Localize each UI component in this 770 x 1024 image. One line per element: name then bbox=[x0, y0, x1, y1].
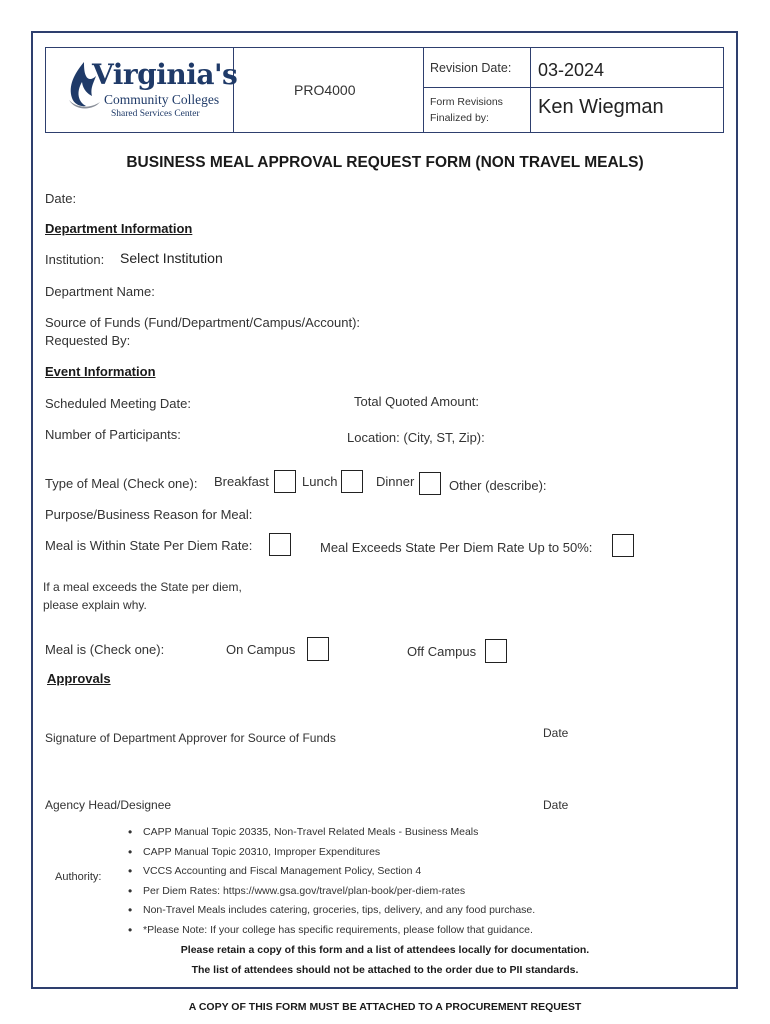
agency-head-label: Agency Head/Designee bbox=[45, 798, 172, 812]
within-per-diem-checkbox[interactable] bbox=[269, 533, 291, 556]
revision-date-value: 03-2024 bbox=[538, 60, 605, 80]
authority-item: • CAPP Manual Topic 20310, Improper Expenditures bbox=[128, 845, 535, 865]
authority-item: • VCCS Accounting and Fiscal Management Policy, Section 4 bbox=[128, 864, 535, 884]
exceeds-per-diem-label: Meal Exceeds State Per Diem Rate Up to 50%: bbox=[320, 540, 593, 555]
authority-item: • Non-Travel Meals includes catering, groceries, tips, delivery, and any food purchase. bbox=[128, 903, 535, 923]
finalized-by-label: Form Revisions bbox=[430, 96, 503, 108]
pii-note: The list of attendees should not be attached to the order due to PII standards. bbox=[191, 964, 579, 976]
purpose-label: Purpose/Business Reason for Meal: bbox=[45, 507, 253, 522]
exceed-explain-label-1: If a meal exceeds the State per diem, bbox=[43, 580, 242, 594]
dinner-label: Dinner bbox=[376, 474, 415, 489]
other-label: Other (describe): bbox=[449, 478, 547, 493]
authority-label: Authority: bbox=[55, 871, 102, 883]
within-per-diem-label: Meal is Within State Per Diem Rate: bbox=[45, 538, 253, 553]
meal-type-label: Type of Meal (Check one): bbox=[45, 476, 198, 491]
authority-item: • *Please Note: If your college has specific requirements, please follow that guidance. bbox=[128, 923, 535, 943]
dept-approver-signature-label: Signature of Department Approver for Source of Funds bbox=[45, 731, 336, 745]
agency-head-date-label: Date bbox=[543, 798, 569, 812]
meeting-date-label: Scheduled Meeting Date: bbox=[45, 396, 191, 411]
department-info-heading: Department Information bbox=[45, 221, 193, 236]
requested-by-label: Requested By: bbox=[45, 333, 131, 348]
authority-item: • CAPP Manual Topic 20335, Non-Travel Related Meals - Business Meals bbox=[128, 825, 535, 845]
approvals-heading: Approvals bbox=[47, 671, 111, 686]
institution-select[interactable]: Select Institution bbox=[120, 250, 223, 266]
finalized-by-label-2: Finalized by: bbox=[430, 112, 489, 124]
form-header bbox=[45, 47, 724, 133]
total-quoted-label: Total Quoted Amount: bbox=[354, 394, 480, 409]
dinner-checkbox[interactable] bbox=[419, 472, 441, 495]
institution-label: Institution: bbox=[45, 252, 105, 267]
lunch-label: Lunch bbox=[302, 474, 338, 489]
off-campus-label: Off Campus bbox=[407, 644, 477, 659]
breakfast-label: Breakfast bbox=[214, 474, 269, 489]
exceed-explain-label-2: please explain why. bbox=[43, 598, 147, 612]
procurement-footer-note: A COPY OF THIS FORM MUST BE ATTACHED TO A PROCUREMENT REQUEST bbox=[188, 1001, 582, 1013]
event-info-heading: Event Information bbox=[45, 364, 156, 379]
off-campus-checkbox[interactable] bbox=[485, 639, 507, 663]
meal-location-label: Meal is (Check one): bbox=[45, 642, 165, 657]
department-name-label: Department Name: bbox=[45, 284, 155, 299]
form-code: PRO4000 bbox=[294, 82, 356, 98]
on-campus-checkbox[interactable] bbox=[307, 637, 329, 661]
location-label: Location: (City, ST, Zip): bbox=[347, 430, 485, 445]
logo-title: Virginia's bbox=[92, 58, 238, 91]
on-campus-label: On Campus bbox=[226, 642, 296, 657]
lunch-checkbox[interactable] bbox=[341, 470, 363, 493]
logo-subtitle: Community Colleges bbox=[104, 92, 220, 107]
logo-caption: Shared Services Center bbox=[111, 109, 200, 119]
authority-list bbox=[128, 825, 535, 942]
source-of-funds-label: Source of Funds (Fund/Department/Campus/Account): bbox=[45, 315, 361, 330]
authority-item: • Per Diem Rates: https://www.gsa.gov/travel/plan-book/per-diem-rates bbox=[128, 884, 535, 904]
college-logo bbox=[64, 56, 238, 128]
date-field-label: Date: bbox=[45, 191, 77, 206]
retain-copy-note: Please retain a copy of this form and a list of attendees locally for documentation. bbox=[180, 944, 590, 956]
form-title: BUSINESS MEAL APPROVAL REQUEST FORM (NON TRAVEL MEALS) bbox=[126, 154, 644, 171]
exceeds-per-diem-checkbox[interactable] bbox=[612, 534, 634, 557]
approver-date-label: Date bbox=[543, 726, 569, 740]
participants-label: Number of Participants: bbox=[45, 427, 181, 442]
finalized-by-value: Ken Wiegman bbox=[538, 96, 664, 118]
revision-date-label: Revision Date: bbox=[430, 61, 512, 75]
breakfast-checkbox[interactable] bbox=[274, 470, 296, 493]
